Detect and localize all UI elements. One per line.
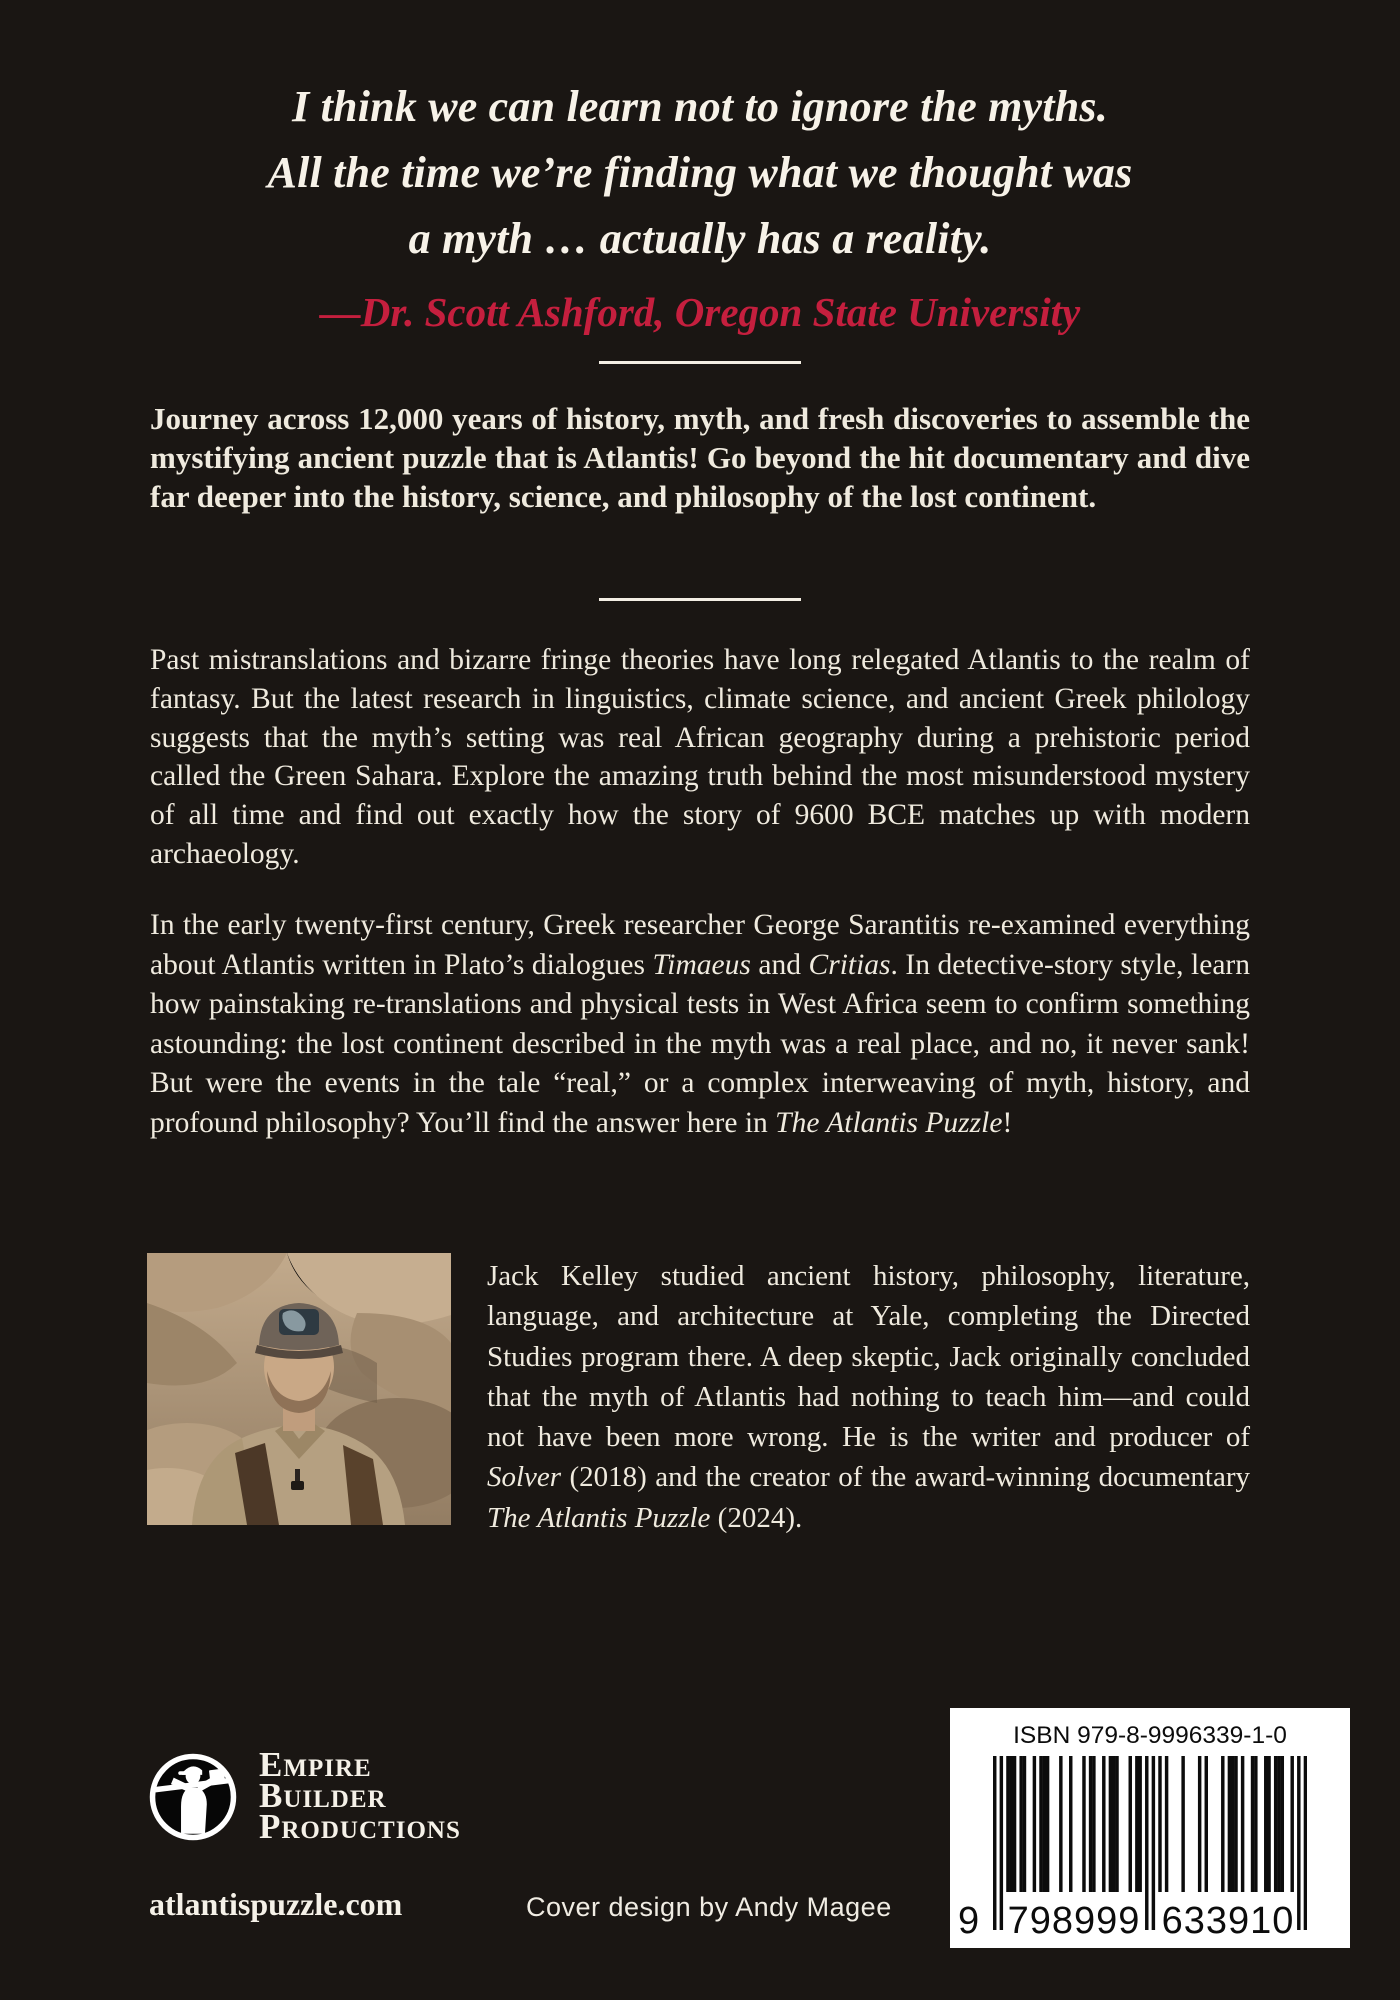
publisher-name xyxy=(259,1745,461,1846)
publisher-name-line: Empire xyxy=(259,1745,372,1784)
cover-design-credit: Cover design by Andy Magee xyxy=(526,1892,892,1922)
barcode-digits-right-group: 633910 xyxy=(1159,1902,1297,1940)
quote-line: All the time we’re finding what we thought was xyxy=(267,148,1133,197)
divider xyxy=(599,598,801,601)
synopsis-paragraph-1: Past mistranslations and bizarre fringe theories have long relegated Atlantis to the realm of fantasy. But the latest research in linguistics, climate science, and ancient Greek philology suggests that the myth’s setting was real African geography during a prehistoric period called the Green Sahara. Explore the amazing truth behind the most misunderstood mystery of all time and find out exactly how the story of 9600 BCE matches up with modern archaeology. xyxy=(150,644,1250,870)
author-photo xyxy=(147,1253,451,1525)
barcode-digits-left-group: 798999 xyxy=(1005,1902,1143,1940)
publisher-name-line: Productions xyxy=(259,1807,461,1846)
man-with-sledgehammer-icon xyxy=(147,1751,239,1843)
intro-paragraph: Journey across 12,000 years of history, myth, and fresh discoveries to assemble the mystifying ancient puzzle that is Atlantis! Go beyond the hit documentary and dive far deeper into the history, science, and philosophy of the lost continent. xyxy=(150,401,1250,514)
author-bio: Jack Kelley studied ancient history, philosophy, literature, language, and architecture at Yale, completing the Directed Studies program there. A deep skeptic, Jack originally concluded that the myth of Atlantis had nothing to teach him—and could not have been more wrong. He is the writer and producer of Solver (2018) and the creator of the award-winning documentary The Atlantis Puzzle (2024). xyxy=(487,1260,1250,1534)
publisher-website: atlantispuzzle.com xyxy=(149,1886,403,1922)
publisher-name-line: Builder xyxy=(259,1776,387,1815)
barcode-digit-first: 9 xyxy=(958,1900,980,1942)
pull-quote xyxy=(0,74,1400,272)
isbn-label: ISBN 979-8-9996339-1-0 xyxy=(1013,1722,1287,1749)
quote-attribution: —Dr. Scott Ashford, Oregon State University xyxy=(319,289,1081,335)
divider xyxy=(599,361,801,364)
isbn-box xyxy=(950,1708,1350,1948)
quote-line: a myth … actually has a reality. xyxy=(408,214,992,263)
synopsis-paragraph-2: In the early twenty-first century, Greek researcher George Sarantitis re-examined everything about Atlantis written in Plato’s dialogues Timaeus and Critias. In detective-story style, learn how painstaking re-translations and physical tests in West Africa seem to confirm something astounding: the lost continent described in the myth was a real place, and no, it never sank! But were the events in the tale “real,” or a complex interweaving of myth, history, and profound philosophy? You’ll find the answer here in The Atlantis Puzzle! xyxy=(150,909,1250,1139)
quote-line: I think we can learn not to ignore the myths. xyxy=(292,82,1108,131)
